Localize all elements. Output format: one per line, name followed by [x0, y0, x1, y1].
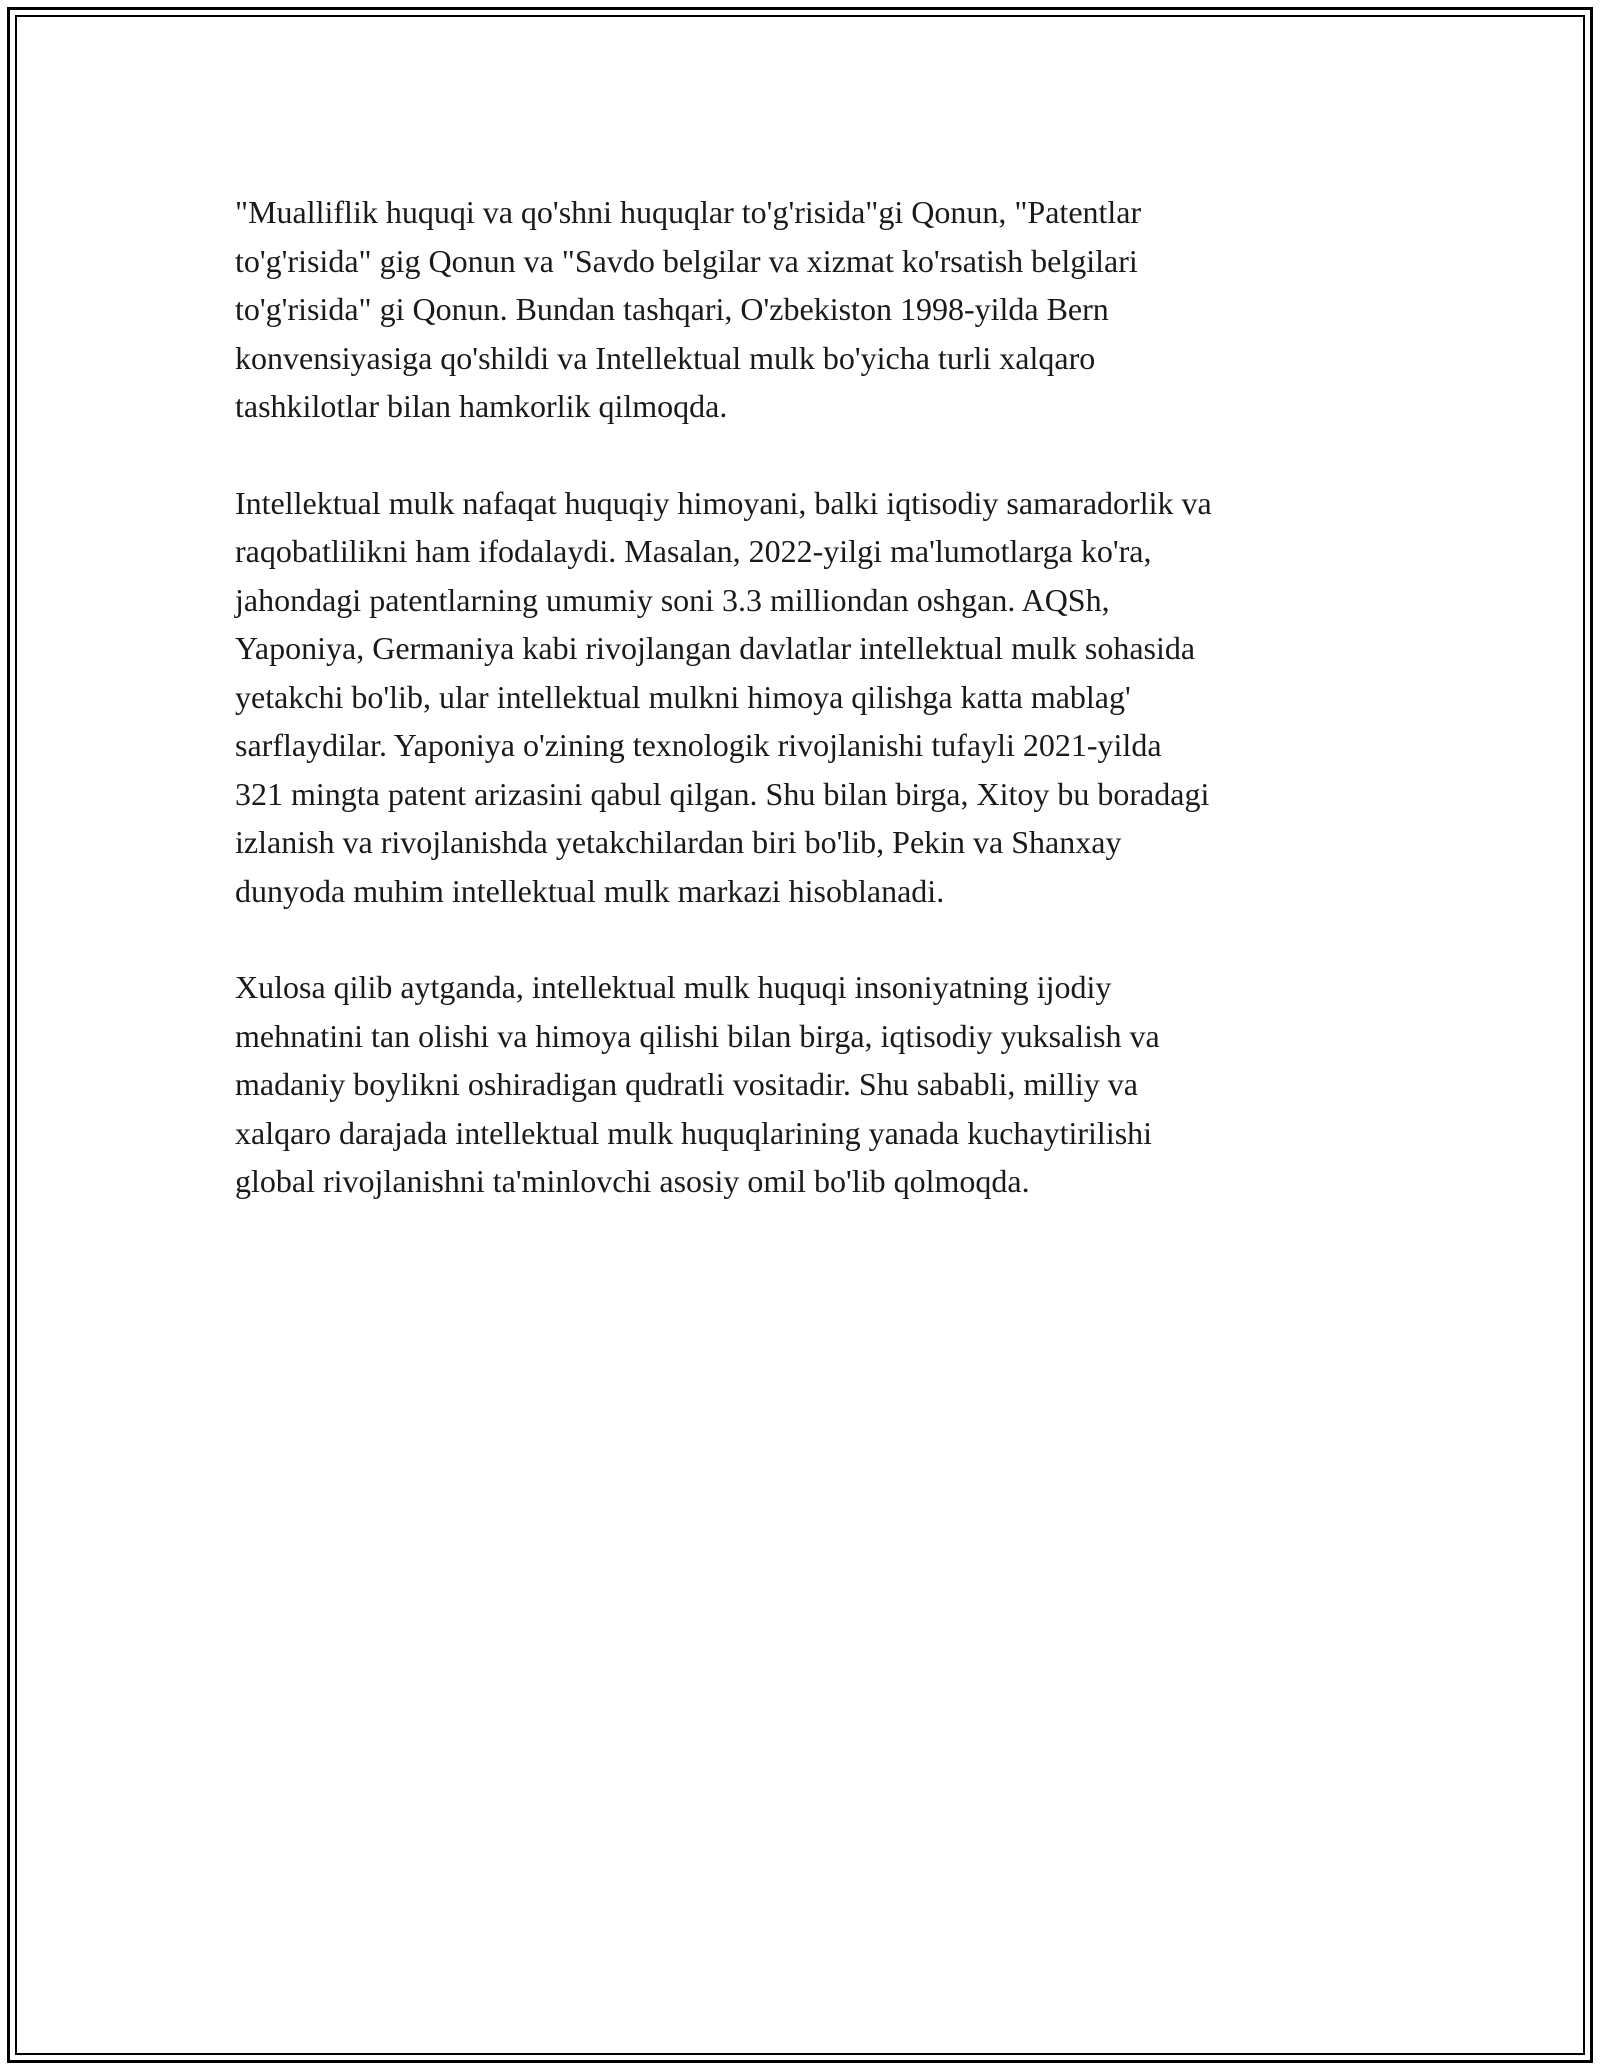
paragraph-economic-value [235, 479, 1365, 916]
paragraph-legal-framework [235, 188, 1365, 431]
text-line: dunyoda muhim intellektual mulk markazi hisoblanadi. [235, 872, 945, 909]
text-line: izlanish va rivojlanishda yetakchilardan biri bo'lib, Pekin va Shanxay [235, 824, 1122, 860]
text-line: to'g'risida" gig Qonun va "Savdo belgilar va xizmat ko'rsatish belgilari [235, 242, 1138, 279]
text-line: Yaponiya, Germaniya kabi rivojlangan davlatlar intellektual mulk sohasida [235, 630, 1196, 666]
text-line: yetakchi bo'lib, ular intellektual mulkni himoya qilishga katta mablag' [235, 678, 1131, 715]
text-line: jahondagi patentlarning umumiy soni 3.3 milliondan oshgan. AQSh, [235, 581, 1110, 618]
text-line: global rivojlanishni ta'minlovchi asosiy omil bo'lib qolmoqda. [235, 1163, 1030, 1199]
text-line: Intellektual mulk nafaqat huquqiy himoyani, balki iqtisodiy samaradorlik va [235, 484, 1212, 521]
text-line: xalqaro darajada intellektual mulk huquqlarining yanada kuchaytirilishi [235, 1114, 1153, 1151]
text-line: tashkilotlar bilan hamkorlik qilmoqda. [235, 388, 728, 424]
paragraph-conclusion [235, 963, 1365, 1206]
text-line: konvensiyasiga qo'shildi va Intellektual mulk bo'yicha turli xalqaro [235, 339, 1096, 376]
document-body [235, 188, 1365, 1254]
text-line: raqobatlilikni ham ifodalaydi. Masalan, 2022-yilgi ma'lumotlarga ko'ra, [235, 533, 1152, 569]
text-line: 321 mingta patent arizasini qabul qilgan. Shu bilan birga, Xitoy bu boradagi [235, 775, 1210, 812]
text-line: to'g'risida" gi Qonun. Bundan tashqari, O'zbekiston 1998-yilda Bern [235, 291, 1109, 327]
text-line: mehnatini tan olishi va himoya qilishi bilan birga, iqtisodiy yuksalish va [235, 1017, 1160, 1054]
text-line: Xulosa qilib aytganda, intellektual mulk huquqi insoniyatning ijodiy [235, 969, 1112, 1005]
text-line: sarflaydilar. Yaponiya o'zining texnologik rivojlanishi tufayli 2021-yilda [235, 727, 1162, 763]
text-line: madaniy boylikni oshiradigan qudratli vositadir. Shu sababli, milliy va [235, 1066, 1138, 1102]
text-line: "Mualliflik huquqi va qo'shni huquqlar to'g'risida"gi Qonun, "Patentlar [235, 194, 1142, 230]
